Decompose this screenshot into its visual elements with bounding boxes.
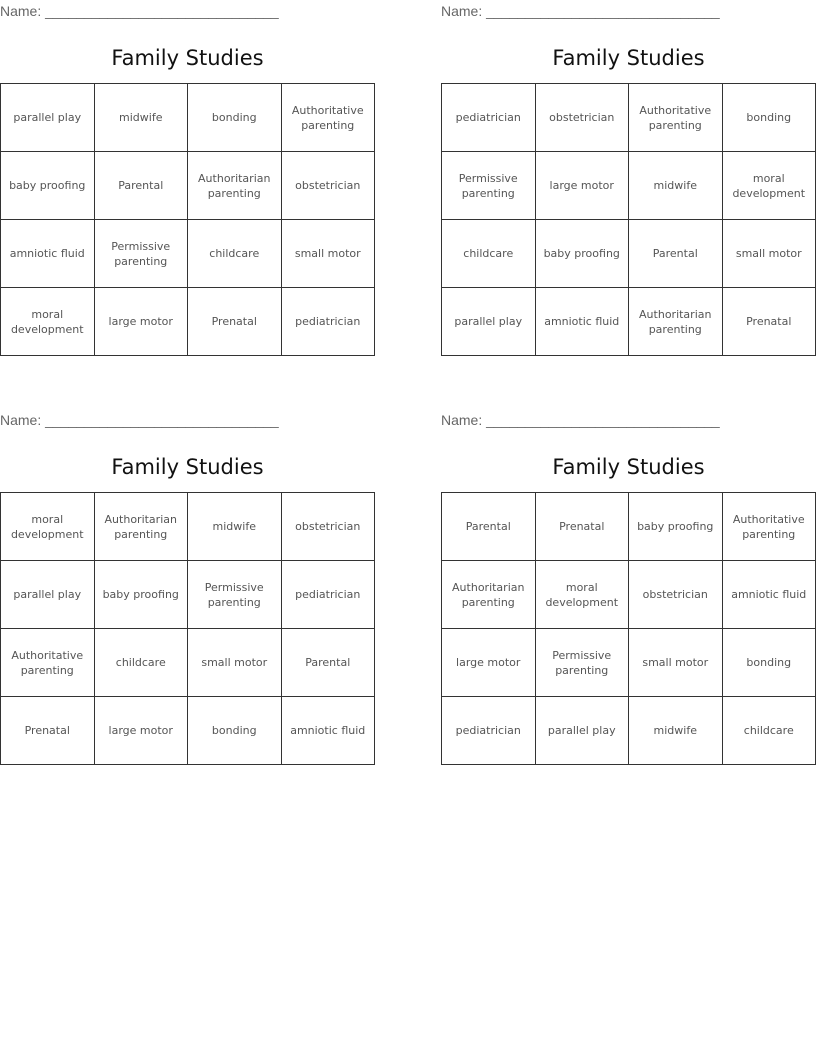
grid-cell: Prenatal [535,493,629,561]
bingo-grid [0,492,375,765]
bingo-grid [0,83,375,356]
grid-row [442,220,816,288]
grid-cell: baby proofing [1,152,95,220]
grid-cell: Permissive parenting [442,152,536,220]
grid-cell: childcare [442,220,536,288]
grid-cell: childcare [722,697,816,765]
grid-cell: bonding [188,697,282,765]
grid-cell: Authoritarian parenting [188,152,282,220]
grid-cell: Prenatal [188,288,282,356]
bingo-card-3 [0,411,376,765]
grid-row [442,629,816,697]
name-field-line[interactable]: Name: ______________________________ [0,3,279,19]
grid-row [442,697,816,765]
bingo-grid [441,83,816,356]
grid-cell: childcare [188,220,282,288]
grid-cell: large motor [442,629,536,697]
grid-cell: parallel play [1,84,95,152]
grid-cell: amniotic fluid [722,561,816,629]
grid-cell: amniotic fluid [535,288,629,356]
grid-row [442,288,816,356]
grid-cell: childcare [94,629,188,697]
grid-cell: pediatrician [442,697,536,765]
grid-cell: Authoritative parenting [629,84,723,152]
card-title: Family Studies [111,455,264,479]
grid-row [1,493,375,561]
grid-cell: amniotic fluid [281,697,375,765]
grid-cell: Prenatal [1,697,95,765]
grid-cell: large motor [94,697,188,765]
grid-cell: obstetrician [281,152,375,220]
grid-row [1,697,375,765]
bingo-card-1 [0,2,376,356]
grid-row [442,493,816,561]
grid-cell: moral development [1,493,95,561]
grid-cell: Authoritative parenting [281,84,375,152]
grid-row [1,561,375,629]
grid-cell: Permissive parenting [94,220,188,288]
grid-cell: Authoritarian parenting [94,493,188,561]
grid-cell: pediatrician [442,84,536,152]
grid-row [442,561,816,629]
grid-cell: Parental [281,629,375,697]
name-field-line[interactable]: Name: ______________________________ [0,412,279,428]
grid-row [1,220,375,288]
grid-row [1,629,375,697]
grid-cell: small motor [281,220,375,288]
grid-cell: small motor [629,629,723,697]
grid-cell: amniotic fluid [1,220,95,288]
grid-cell: baby proofing [535,220,629,288]
grid-cell: midwife [94,84,188,152]
grid-cell: pediatrician [281,561,375,629]
grid-cell: parallel play [1,561,95,629]
grid-cell: baby proofing [94,561,188,629]
grid-cell: parallel play [442,288,536,356]
grid-cell: midwife [188,493,282,561]
grid-cell: bonding [188,84,282,152]
grid-cell: Authoritarian parenting [629,288,723,356]
name-field-line[interactable]: Name: ______________________________ [441,412,720,428]
grid-cell: bonding [722,629,816,697]
bingo-card-2 [441,2,816,356]
card-title: Family Studies [552,46,705,70]
grid-cell: Permissive parenting [188,561,282,629]
grid-cell: moral development [722,152,816,220]
grid-cell: bonding [722,84,816,152]
grid-cell: obstetrician [629,561,723,629]
grid-row [1,84,375,152]
grid-row [442,84,816,152]
card-title: Family Studies [552,455,705,479]
grid-row [1,152,375,220]
grid-cell: large motor [535,152,629,220]
grid-cell: Parental [629,220,723,288]
grid-cell: Parental [442,493,536,561]
grid-cell: Authoritative parenting [722,493,816,561]
bingo-card-4 [441,411,816,765]
card-title: Family Studies [111,46,264,70]
grid-cell: Prenatal [722,288,816,356]
grid-cell: moral development [535,561,629,629]
grid-cell: Authoritarian parenting [442,561,536,629]
grid-cell: Authoritative parenting [1,629,95,697]
grid-cell: obstetrician [281,493,375,561]
grid-cell: midwife [629,697,723,765]
grid-cell: Permissive parenting [535,629,629,697]
grid-cell: midwife [629,152,723,220]
grid-row [442,152,816,220]
grid-cell: pediatrician [281,288,375,356]
grid-cell: moral development [1,288,95,356]
bingo-grid [441,492,816,765]
grid-cell: obstetrician [535,84,629,152]
grid-cell: small motor [188,629,282,697]
grid-cell: baby proofing [629,493,723,561]
grid-cell: parallel play [535,697,629,765]
name-field-line[interactable]: Name: ______________________________ [441,3,720,19]
grid-cell: small motor [722,220,816,288]
grid-cell: Parental [94,152,188,220]
grid-cell: large motor [94,288,188,356]
grid-row [1,288,375,356]
